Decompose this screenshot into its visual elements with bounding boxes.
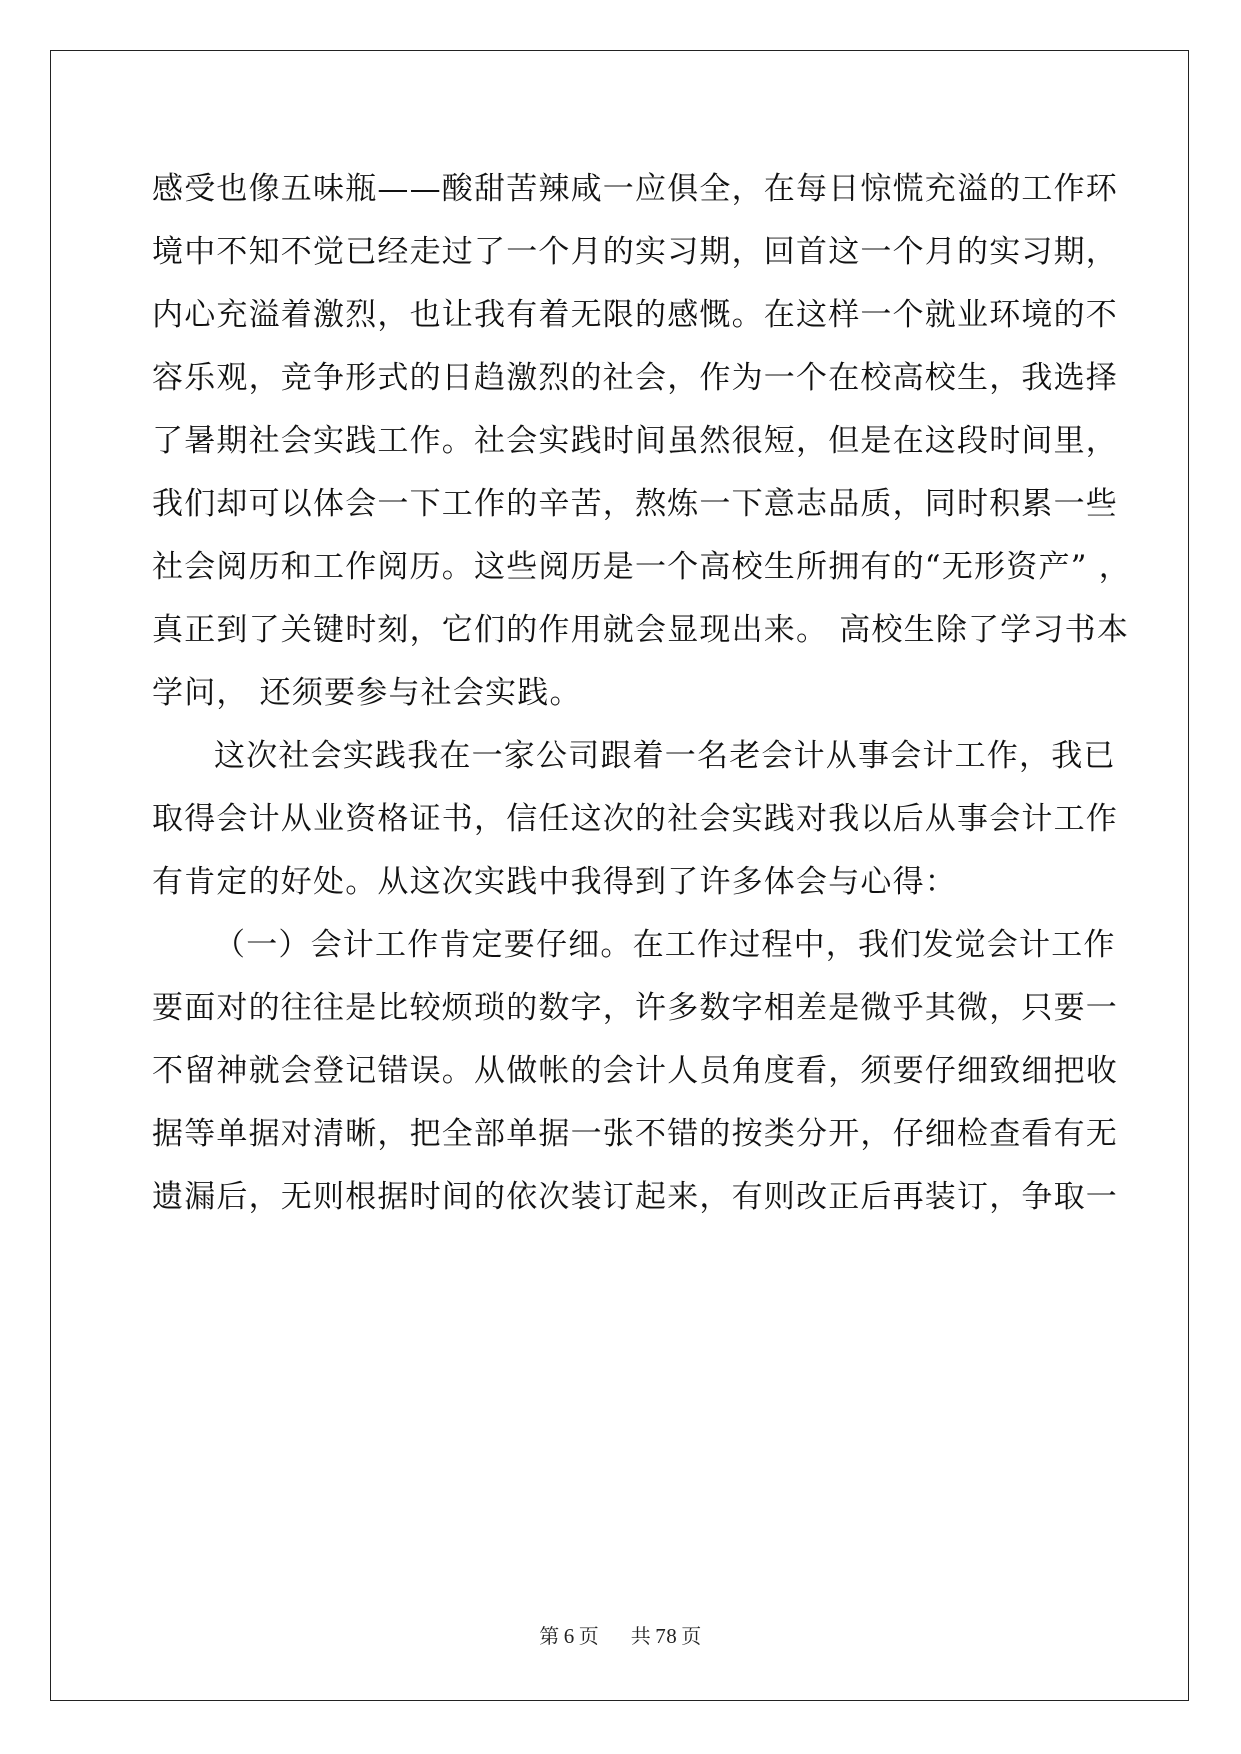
text-line: 境中不知不觉已经走过了一个月的实习期，回首这一个月的实习期， [152,234,1118,270]
text-line: 要面对的往往是比较烦琐的数字，许多数字相差是微乎其微，只要一 [152,990,1118,1026]
page-footer [0,1620,1241,1649]
total-page-count: 78 [655,1624,678,1648]
text-line: 不留神就会登记错误。从做帐的会计人员角度看，须要仔细致细把收 [152,1053,1118,1089]
text-line: 学问， 还须要参与社会实践。 [152,675,582,711]
paragraph-first-line: 这次社会实践我在一家公司跟着一名老会计从事会计工作，我已 [214,738,1116,774]
text-line: 内心充溢着激烈，也让我有着无限的感慨。在这样一个就业环境的不 [152,297,1118,333]
text-line: 容乐观，竞争形式的日趋激烈的社会，作为一个在校高校生，我选择 [152,360,1118,396]
text-line: 社会阅历和工作阅历。这些阅历是一个高校生所拥有的“无形资产” ， [152,549,1131,585]
text-line: 取得会计从业资格证书，信任这次的社会实践对我以后从事会计工作 [152,801,1118,837]
text-line: 我们却可以体会一下工作的辛苦，熬炼一下意志品质，同时积累一些 [152,486,1118,522]
text-line: 有肯定的好处。从这次实践中我得到了许多体会与心得： [152,864,957,900]
text-line: 了暑期社会实践工作。社会实践时间虽然很短，但是在这段时间里， [152,423,1118,459]
text-line: 遗漏后，无则根据时间的依次装订起来，有则改正后再装订，争取一 [152,1179,1118,1215]
footer-prefix: 第 [539,1624,560,1648]
paragraph-first-line: （一）会计工作肯定要仔细。在工作过程中，我们发觉会计工作 [214,927,1116,963]
text-line: 真正到了关键时刻，它们的作用就会显现出来。 高校生除了学习书本 [152,612,1130,648]
footer-page-word: 页 [578,1624,600,1648]
document-body [152,158,1131,1229]
footer-total-suffix: 页 [681,1624,702,1648]
text-line: 感受也像五味瓶——酸甜苦辣咸一应俱全，在每日惊慌充溢的工作环 [152,171,1118,207]
text-line: 据等单据对清晰，把全部单据一张不错的按类分开，仔细检查看有无 [152,1116,1118,1152]
footer-total-prefix: 共 [630,1624,652,1648]
current-page-number: 6 [563,1624,575,1648]
